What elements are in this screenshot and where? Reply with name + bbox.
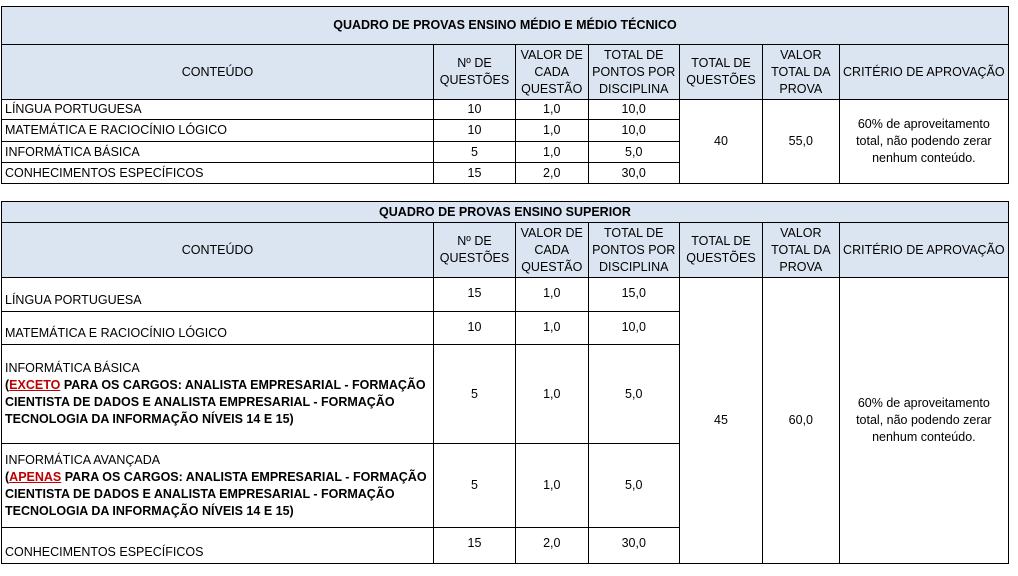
table-title: QUADRO DE PROVAS ENSINO MÉDIO E MÉDIO TÉCNICO (2, 7, 1009, 45)
table-ensino-medio (1, 6, 1009, 184)
cell-valor: 1,0 (515, 120, 588, 142)
header-criterio: CRITÉRIO DE APROVAÇÃO (839, 45, 1008, 100)
table-title: QUADRO DE PROVAS ENSINO SUPERIOR (2, 202, 1009, 223)
header-valor-total: VALOR TOTAL DA PROVA (762, 223, 839, 278)
cell-total: 5,0 (588, 444, 679, 528)
cell-valor: 1,0 (516, 345, 589, 444)
header-conteudo: CONTEÚDO (2, 223, 434, 278)
cell-total: 30,0 (588, 163, 679, 184)
cell-valor: 1,0 (515, 142, 588, 163)
cell-valor: 2,0 (516, 528, 589, 564)
cell-total: 15,0 (588, 278, 679, 312)
header-conteudo: CONTEÚDO (2, 45, 434, 100)
cell-total: 5,0 (588, 345, 679, 444)
header-total-questoes: TOTAL DE QUESTÕES (679, 45, 762, 100)
note-keyword: EXCETO (9, 378, 61, 392)
cell-num: 5 (434, 444, 516, 528)
header-total-pontos: TOTAL DE PONTOS POR DISCIPLINA (588, 223, 679, 278)
header-total-questoes: TOTAL DE QUESTÕES (679, 223, 762, 278)
cell-conteudo: CONHECIMENTOS ESPECÍFICOS (2, 163, 434, 184)
cell-num: 10 (434, 100, 516, 120)
cell-valor-total: 55,0 (762, 100, 839, 184)
header-num-questoes: Nº DE QUESTÕES (434, 45, 516, 100)
cell-valor-total: 60,0 (762, 278, 839, 564)
header-num-questoes: Nº DE QUESTÕES (434, 223, 516, 278)
cell-total: 10,0 (588, 312, 679, 345)
cell-valor: 1,0 (515, 100, 588, 120)
header-criterio: CRITÉRIO DE APROVAÇÃO (839, 223, 1008, 278)
note-open: ( (5, 469, 10, 484)
cell-valor: 1,0 (516, 312, 589, 345)
note-text: PARA OS CARGOS: ANALISTA EMPRESARIAL - FORMAÇÃO CIENTISTA DE DADOS E ANALISTA EMPRESARIAL - FORMAÇÃO TECNOLOGIA DA INFORMAÇÃO NÍVEIS 14 E 15) (5, 378, 426, 426)
cell-conteudo: MATEMÁTICA E RACIOCÍNIO LÓGICO (2, 312, 434, 345)
table-ensino-superior (1, 201, 1009, 564)
cell-num: 15 (434, 278, 516, 312)
cell-num: 10 (434, 120, 516, 142)
cell-total: 30,0 (588, 528, 679, 564)
note-keyword: APENAS (9, 469, 62, 484)
cell-num: 5 (434, 345, 516, 444)
note-text: PARA OS CARGOS: ANALISTA EMPRESARIAL - FORMAÇÃO CIENTISTA DE DADOS E ANALISTA EMPRESARIAL - FORMAÇÃO TECNOLOGIA DA INFORMAÇÃO NÍVEIS 14 E 15) (5, 469, 427, 518)
note-open: ( (5, 378, 10, 392)
cell-valor: 1,0 (516, 444, 589, 528)
cell-num: 15 (434, 163, 516, 184)
header-valor-questao: VALOR DE CADA QUESTÃO (515, 45, 588, 100)
cell-conteudo: MATEMÁTICA E RACIOCÍNIO LÓGICO (2, 120, 434, 142)
cell-num: 15 (434, 528, 516, 564)
cell-total: 10,0 (588, 120, 679, 142)
table-row (2, 278, 1009, 312)
cell-total-questoes: 40 (679, 100, 762, 184)
cell-criterio: 60% de aproveitamento total, não podendo zerar nenhum conteúdo. (839, 278, 1008, 564)
header-total-pontos: TOTAL DE PONTOS POR DISCIPLINA (588, 45, 679, 100)
cell-valor: 2,0 (515, 163, 588, 184)
table-row (2, 100, 1009, 120)
cell-conteudo: CONHECIMENTOS ESPECÍFICOS (2, 528, 434, 564)
cell-conteudo: LÍNGUA PORTUGUESA (2, 278, 434, 312)
cell-criterio: 60% de aproveitamento total, não podendo zerar nenhum conteúdo. (839, 100, 1008, 184)
cell-conteudo: LÍNGUA PORTUGUESA (2, 100, 434, 120)
cell-conteudo: INFORMÁTICA AVANÇADA (5, 452, 161, 467)
cell-total-questoes: 45 (679, 278, 762, 564)
cell-total: 5,0 (588, 142, 679, 163)
cell-num: 5 (434, 142, 516, 163)
cell-num: 10 (434, 312, 516, 345)
header-valor-total: VALOR TOTAL DA PROVA (762, 45, 839, 100)
cell-conteudo-with-note (2, 345, 434, 444)
cell-total: 10,0 (588, 100, 679, 120)
cell-conteudo: INFORMÁTICA BÁSICA (2, 142, 434, 163)
cell-conteudo-with-note (2, 444, 434, 528)
cell-conteudo: INFORMÁTICA BÁSICA (5, 361, 140, 375)
cell-valor: 1,0 (516, 278, 589, 312)
header-valor-questao: VALOR DE CADA QUESTÃO (516, 223, 589, 278)
